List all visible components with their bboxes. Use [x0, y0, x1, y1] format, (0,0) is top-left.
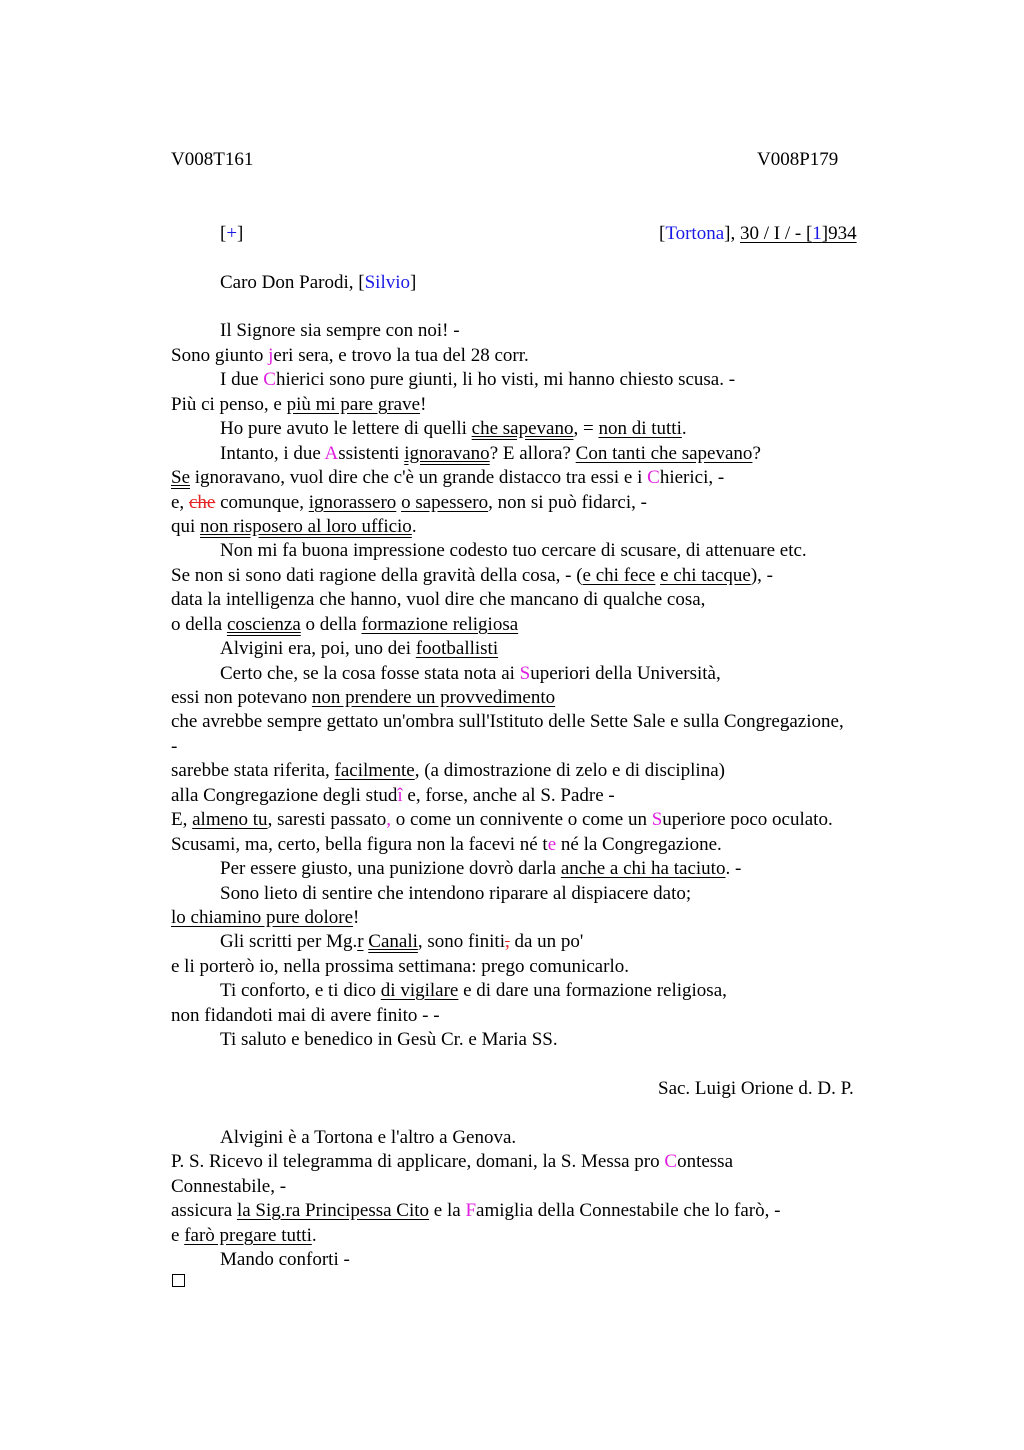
body-line: I due Chierici sono pure giunti, li ho visti, mi hanno chiesto scusa. -: [220, 369, 736, 390]
deleted-word: che: [188, 492, 216, 513]
body-line: Intanto, i due Assistenti ignoravano? E allora? Con tanti che sapevano?: [220, 443, 761, 464]
body-line: Se non si sono dati ragione della gravità della cosa, - (e chi fece e chi tacque), -: [171, 565, 773, 586]
document-code-right: V008P179: [757, 149, 839, 170]
body-line: -: [171, 736, 178, 757]
body-line: lo chiamino pure dolore!: [171, 907, 360, 928]
body-line: essi non potevano non prendere un provvedimento: [171, 687, 556, 708]
signature: Sac. Luigi Orione d. D. P.: [658, 1078, 854, 1099]
cross-mark: [+]: [220, 223, 244, 244]
postscript-line: P. S. Ricevo il telegramma di applicare, domani, la S. Messa pro Contessa: [171, 1151, 733, 1172]
body-line: Scusami, ma, certo, bella figura non la facevi né te né la Congregazione.: [171, 834, 722, 855]
body-line: Non mi fa buona impressione codesto tuo cercare di scusare, di attenuare etc.: [220, 540, 807, 561]
body-line: che avrebbe sempre gettato un'ombra sull'Istituto delle Sette Sale e sulla Congregazione,: [171, 711, 844, 732]
postscript-line: Mando conforti -: [220, 1249, 350, 1270]
body-line: Sono giunto jeri sera, e trovo la tua del 28 corr.: [171, 345, 529, 366]
end-of-document-box: [172, 1274, 185, 1287]
body-line: Per essere giusto, una punizione dovrò darla anche a chi ha taciuto. -: [220, 858, 742, 879]
body-line: e li porterò io, nella prossima settimana: prego comunicarlo.: [171, 956, 629, 977]
body-line: data la intelligenza che hanno, vuol dire che mancano di qualche cosa,: [171, 589, 706, 610]
body-line: sarebbe stata riferita, facilmente, (a dimostrazione di zelo e di disciplina): [171, 760, 725, 781]
body-line: e, che comunque, ignorassero o sapessero, non si può fidarci, -: [171, 492, 647, 513]
body-line: Alvigini era, poi, uno dei footballisti: [220, 638, 499, 659]
body-line: E, almeno tu, saresti passato, o come un connivente o come un Superiore poco oculato.: [171, 809, 833, 830]
body-line: Ti conforto, e ti dico di vigilare e di dare una formazione religiosa,: [220, 980, 727, 1001]
postscript-line: e farò pregare tutti.: [171, 1225, 317, 1246]
body-line: Più ci penso, e più mi pare grave!: [171, 394, 427, 415]
dateline: [Tortona], 30 / I / - [1]934: [659, 223, 857, 244]
body-line: Il Signore sia sempre con noi! -: [220, 320, 460, 341]
date: 30 / I / - [1]934: [739, 223, 857, 244]
deleted-comma: ,: [504, 931, 510, 952]
document-code-left: V008T161: [171, 149, 254, 170]
body-line: Ti saluto e benedico in Gesù Cr. e Maria SS.: [220, 1029, 558, 1050]
postscript-line: Connestabile, -: [171, 1176, 287, 1197]
body-line: o della coscienza o della formazione religiosa: [171, 614, 519, 635]
body-line: Gli scritti per Mg.r Canali, sono finiti, da un po': [220, 931, 584, 952]
salutation-name: Silvio: [364, 272, 410, 293]
body-line: Se ignoravano, vuol dire che c'è un grande distacco tra essi e i Chierici, -: [171, 467, 725, 488]
body-line: qui non risposero al loro ufficio.: [171, 516, 417, 537]
place-name: Tortona: [665, 223, 725, 244]
postscript-line: Alvigini è a Tortona e l'altro a Genova.: [220, 1127, 517, 1148]
postscript-line: assicura la Sig.ra Principessa Cito e la Famiglia della Connestabile che lo farò, -: [171, 1200, 781, 1221]
salutation: Caro Don Parodi, [Silvio]: [220, 272, 417, 293]
body-line: alla Congregazione degli studî e, forse, anche al S. Padre -: [171, 785, 615, 806]
body-line: Sono lieto di sentire che intendono riparare al dispiacere dato;: [220, 883, 692, 904]
body-line: non fidandoti mai di avere finito - -: [171, 1005, 440, 1026]
cross-symbol: +: [226, 223, 238, 244]
body-line: Certo che, se la cosa fosse stata nota ai Superiori della Università,: [220, 663, 721, 684]
body-line: Ho pure avuto le lettere di quelli che sapevano, = non di tutti.: [220, 418, 687, 439]
